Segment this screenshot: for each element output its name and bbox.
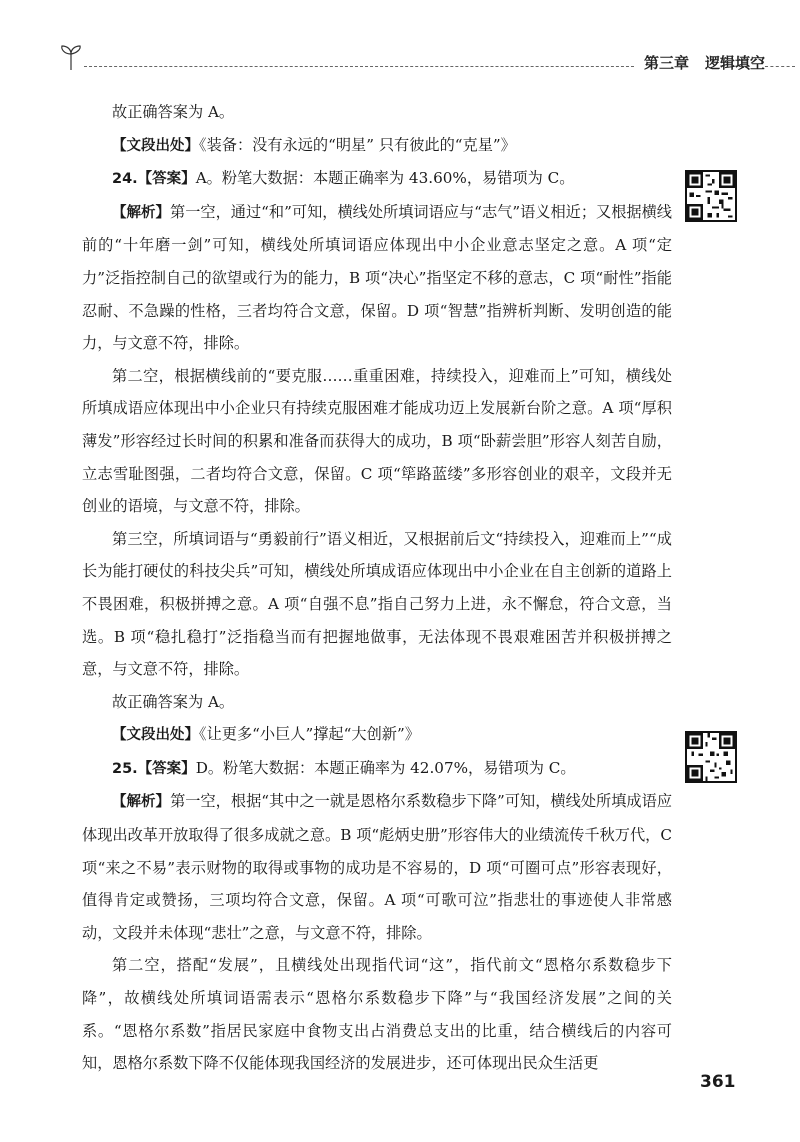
paragraph-text: 故正确答案为 A。 — [112, 103, 235, 121]
section-label: 逻辑填空 — [704, 54, 765, 72]
paragraph — [82, 785, 672, 949]
paragraph — [82, 162, 672, 196]
paragraph — [82, 129, 672, 163]
paragraph-text: 第二空，搭配“发展”，且横线处出现指代词“这”，指代前文“恩格尔系数稳步下降”，故横线处所填词语需表示“恩格尔系数稳步下降”与“我国经济发展”之间的关系。“恩格尔系数”指居民家庭中食物支出占消费总支出的比重，结合横线后的内容可知，恩格尔系数下降不仅能体现我国经济的发展进步，还可体现出民众生活更 — [82, 956, 672, 1073]
paragraph-text: 第一空，通过“和”可知，横线处所填词语应与“志气”语义相近；又根据横线前的“十年磨一剑”可知，横线处所填词语应体现出中小企业意志坚定之意。A 项“定力”泛指控制自己的欲望或行为的能力，B 项“决心”指坚定不移的意志，C 项“耐性”指能忍耐、不急躁的性格，三者均符合文意，保留。D 项“智慧”指辨析判断、发明创造的能力，与文意不符，排除。 — [82, 202, 672, 353]
paragraph-text: A。粉笔大数据：本题正确率为 43.60%，易错项为 C。 — [195, 169, 575, 188]
paragraph — [82, 949, 672, 1079]
header-rule-tail — [765, 66, 795, 67]
chapter-title — [636, 52, 765, 73]
page-body — [82, 96, 672, 1080]
paragraph-text: 故正确答案为 A。 — [112, 692, 235, 711]
bold-label: 24.【答案】 — [112, 171, 196, 188]
paragraph — [82, 752, 672, 786]
paragraph — [82, 523, 672, 686]
header-rule — [84, 66, 639, 67]
paragraph-text: 《装备：没有永远的“明星” 只有彼此的“克星”》 — [199, 135, 516, 154]
bold-label: 【文段出处】 — [112, 727, 199, 744]
paragraph-text: 第一空，根据“其中之一就是恩格尔系数稳步下降”可知，横线处所填成语应体现出改革开放取得了很多成就之意。B 项“彪炳史册”形容伟大的业绩流传千秋万代，C 项“来之不易”表示财物的取得或事物的成功是不容易的，D 项“可圈可点”形容表现好，值得肯定或赞扬，三项均符合文意，保留。A 项“可歌可泣”指悲壮的事迹使人非常感动，文段并未体现“悲壮”之意，与文意不符，排除。 — [82, 792, 673, 942]
paragraph-text: 第三空，所填词语与“勇毅前行”语义相近，又根据前后文“持续投入，迎难而上”“成长为能打硬仗的科技尖兵”可知，横线处所填成语应体现出中小企业在自主创新的道路上不畏困难，积极拼搏之意。A 项“自强不息”指自己努力上进，永不懈怠，符合文意，当选。B 项“稳扎稳打”泛指稳当而有把握地做事，无法体现不畏艰难困苦并积极拼搏之意，与文意不符，排除。 — [82, 529, 672, 679]
qr-code-icon[interactable] — [685, 170, 737, 222]
paragraph-text: 《让更多“小巨人”撑起“大创新”》 — [199, 725, 420, 744]
paragraph-text: 第二空，根据横线前的“要克服……重重困难，持续投入，迎难而上”可知，横线处所填成语应体现出中小企业只有持续克服困难才能成功迈上发展新台阶之意。A 项“厚积薄发”形容经过长时间的积累和准备而获得大的成功，B 项“卧薪尝胆”形容人刻苦自励，立志雪耻图强，二者均符合文意，保留。C 项“筚路蓝缕”多形容创业的艰辛，文段并无创业的语境，与文意不符，排除。 — [82, 366, 672, 516]
paragraph — [82, 96, 672, 129]
sprout-leaf-icon — [58, 44, 84, 72]
bold-label: 25.【答案】 — [112, 760, 196, 777]
running-header — [58, 40, 765, 80]
page-number: 361 — [700, 1072, 736, 1092]
bold-label: 【解析】 — [112, 204, 171, 221]
paragraph-text: D。粉笔大数据：本题正确率为 42.07%，易错项为 C。 — [195, 758, 576, 777]
bold-label: 【文段出处】 — [112, 137, 199, 154]
paragraph — [82, 686, 672, 719]
paragraph — [82, 196, 672, 360]
qr-code-icon[interactable] — [685, 731, 737, 783]
bold-label: 【解析】 — [112, 794, 171, 811]
paragraph — [82, 360, 672, 523]
chapter-label: 第三章 — [643, 54, 689, 72]
paragraph — [82, 718, 672, 752]
